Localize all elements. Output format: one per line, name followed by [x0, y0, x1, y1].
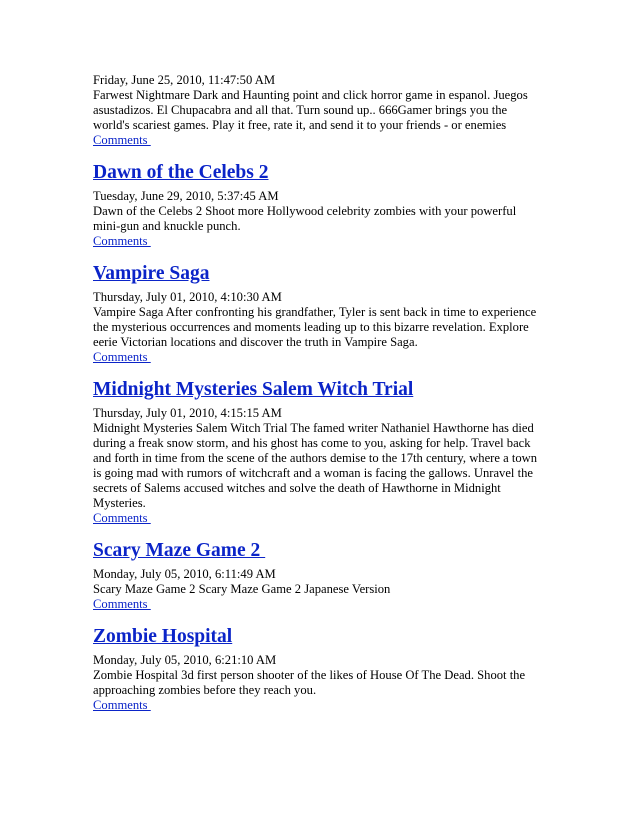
- blog-entry: [93, 162, 553, 248]
- entry-body-line: and forth in time from the scene of the authors demise to the 17th century, where a town: [93, 451, 538, 465]
- entry-body-line: approaching zombies before they reach you.: [93, 683, 317, 697]
- entry-body-line: Dawn of the Celebs 2 Shoot more Hollywood celebrity zombies with your powerful: [93, 204, 517, 218]
- blog-entry: [93, 73, 553, 147]
- comments-link[interactable]: Comments: [93, 234, 151, 248]
- comments-link[interactable]: Comments: [93, 350, 151, 364]
- entry-body: [93, 582, 553, 597]
- entry-date: Friday, June 25, 2010, 11:47:50 AM: [93, 73, 276, 87]
- entry-title-link[interactable]: Midnight Mysteries Salem Witch Trial: [93, 379, 414, 400]
- entry-title-link[interactable]: Scary Maze Game 2: [93, 540, 266, 561]
- entry-body-line: Midnight Mysteries Salem Witch Trial The famed writer Nathaniel Hawthorne has died: [93, 421, 534, 435]
- blog-entry: [93, 540, 553, 611]
- entry-body-line: Farwest Nightmare Dark and Haunting point and click horror game in espanol. Juegos: [93, 88, 528, 102]
- comments-link[interactable]: Comments: [93, 133, 151, 147]
- blog-entry: [93, 379, 553, 525]
- entry-date: Tuesday, June 29, 2010, 5:37:45 AM: [93, 189, 279, 203]
- entry-body: [93, 88, 553, 133]
- entry-body-line: is going mad with rumors of witchcraft and a woman is facing the gallows. Unravel the: [93, 466, 533, 480]
- blog-entry-list: [93, 73, 553, 712]
- entry-body-line: Zombie Hospital 3d first person shooter of the likes of House Of The Dead. Shoot the: [93, 668, 526, 682]
- entry-body-line: mini-gun and knuckle punch.: [93, 219, 241, 233]
- comments-link[interactable]: Comments: [93, 511, 151, 525]
- entry-title-link[interactable]: Dawn of the Celebs 2: [93, 162, 269, 183]
- entry-title-link[interactable]: Vampire Saga: [93, 263, 210, 284]
- entry-body-line: the mysterious occurrences and moments leading up to this bizarre revelation. Explore: [93, 320, 529, 334]
- entry-date: Monday, July 05, 2010, 6:11:49 AM: [93, 567, 276, 581]
- entry-body-line: during a freak snow storm, and his ghost has come to you, asking for help. Travel back: [93, 436, 531, 450]
- entry-body-line: Mysteries.: [93, 496, 146, 510]
- entry-body: [93, 305, 553, 350]
- entry-date: Monday, July 05, 2010, 6:21:10 AM: [93, 653, 277, 667]
- blog-entry: [93, 263, 553, 364]
- entry-body-line: secrets of Salems accused witches and solve the death of Hawthorne in Midnight: [93, 481, 501, 495]
- comments-link[interactable]: Comments: [93, 698, 151, 712]
- entry-date: Thursday, July 01, 2010, 4:15:15 AM: [93, 406, 282, 420]
- entry-date: Thursday, July 01, 2010, 4:10:30 AM: [93, 290, 282, 304]
- entry-body: [93, 668, 553, 698]
- entry-body: [93, 421, 553, 511]
- entry-title-link[interactable]: Zombie Hospital: [93, 626, 233, 647]
- entry-body-line: asustadizos. El Chupacabra and all that. Turn sound up.. 666Gamer brings you the: [93, 103, 508, 117]
- entry-body-line: Vampire Saga After confronting his grandfather, Tyler is sent back in time to experience: [93, 305, 537, 319]
- entry-body-line: world's scariest games. Play it free, rate it, and send it to your friends - or enemies: [93, 118, 507, 132]
- entry-body-line: Scary Maze Game 2 Scary Maze Game 2 Japanese Version: [93, 582, 391, 596]
- comments-link[interactable]: Comments: [93, 597, 151, 611]
- entry-body-line: eerie Victorian locations and discover the truth in Vampire Saga.: [93, 335, 418, 349]
- blog-entry: [93, 626, 553, 712]
- entry-body: [93, 204, 553, 234]
